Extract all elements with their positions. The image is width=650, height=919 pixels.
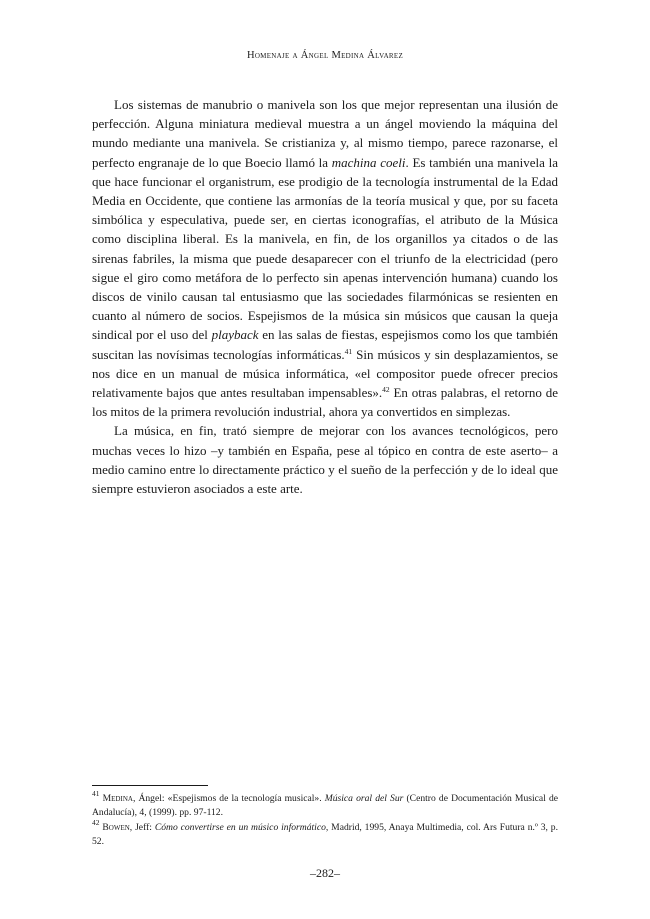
paragraph-text: . Es también una manivela la que hace funcionar el organistrum, ese prodigio de la tecnología instrumental de la Edad Media en Occidente, que contiene las armonías de la teoría musical y que, por su faceta simbólica y especulativa, puede ser, en ciertas iconografías, el atributo de la Música como disciplina liberal. Es la manivela, en fin, de los organillos ya citados o de las sirenas fabriles, la misma que puede desaparecer con el triunfo de la electricidad (pero sigue el giro como metáfora de lo perfecto sin apenas intervención humana) cuando los discos de vinilo causan tal entusiasmo que las sociedades filarmónicas se resienten en cuanto al número de socios. Espejismos de la música sin músicos que causan la queja sindical por el uso del	[92, 154, 558, 343]
emphasis-text: machina coeli	[331, 154, 406, 170]
paragraph-text: Los sistemas de manubrio o manivela son los que mejor representan una ilusión de perfección. Alguna miniatura medieval muestra a un ángel moviendo la máquina del mundo mediante una manivela. Se cristianiza y, al mismo tiempo, parece razonarse, el perfecto engranaje de lo que Boecio llamó la	[92, 97, 558, 170]
footnote-text: (Centro de Documentación Musical de Andalucía), 4, (1999). pp. 97-112.	[92, 793, 559, 819]
footnote-text: , Madrid, 1995, Anaya Multimedia, col. Ars Futura n.º 3, p. 52.	[92, 821, 559, 848]
emphasis-text: playback	[211, 327, 259, 343]
footnote	[92, 789, 559, 821]
footnote-number: 41	[92, 789, 100, 798]
footnote	[92, 817, 559, 850]
page-number: –282–	[310, 866, 340, 880]
footnote-author: Medina	[102, 793, 133, 804]
footnote-text: , Jeff:	[129, 821, 155, 833]
footnote-title: Música oral del Sur	[324, 793, 404, 804]
paragraph-text: La música, en fin, trató siempre de mejorar con los avances tecnológicos, pero muchas veces lo hizo –y también en España, pese al tópico en contra de este aserto– a medio camino entre lo directamente práctico y el sueño de la perfección y de lo ideal que siempre estuvieron asociados a este arte.	[92, 423, 558, 497]
body-text	[92, 95, 558, 498]
paragraph-text: En otras palabras, el retorno de los mitos de la primera revolución industrial, ahora ya convertidos en simplezas.	[92, 385, 558, 420]
footnote-ref[interactable]: 42	[382, 385, 390, 395]
footnote-divider	[92, 785, 208, 786]
running-head: Homenaje a Ángel Medina Álvarez	[246, 50, 404, 61]
paragraph	[92, 95, 558, 421]
footnote-title: Cómo convertirse en un músico informático	[154, 821, 326, 833]
footnotes	[92, 789, 559, 850]
footnote-author: Bowen	[102, 821, 130, 833]
paragraph-text: Sin músicos y sin desplazamientos, se nos dice en un manual de música informática, «el compositor puede ofrecer precios relativamente bajos que antes resultaban impensables».	[92, 346, 558, 401]
paragraph	[92, 421, 558, 498]
footnote-text: , Ángel: «Espejismos de la tecnología musical».	[132, 793, 325, 804]
paragraph-text: en las salas de fiestas, espejismos como los que también suscitan las novísimas tecnologías informáticas.	[92, 327, 558, 362]
footnote-number: 42	[92, 817, 100, 827]
footnote-ref[interactable]: 41	[344, 346, 353, 356]
